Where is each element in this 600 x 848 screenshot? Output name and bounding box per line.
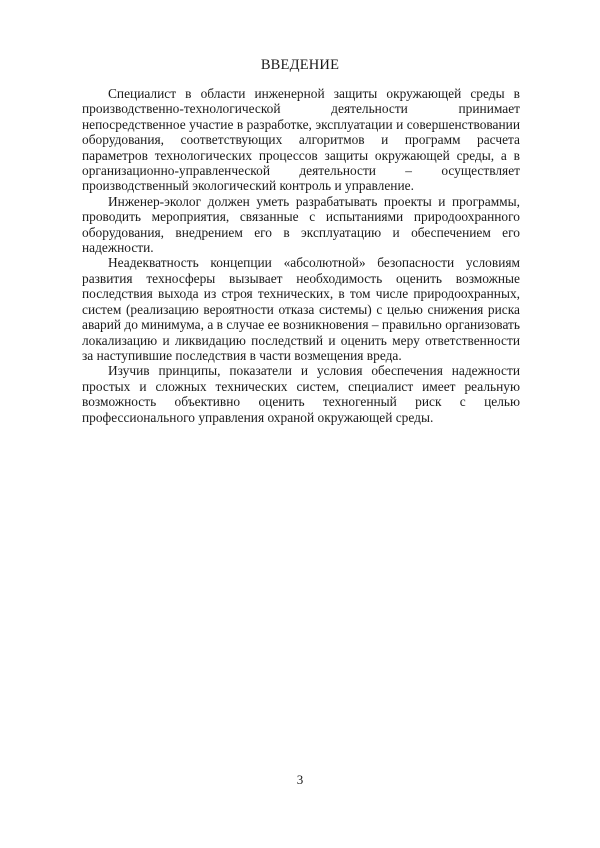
paragraph: Специалист в области инженерной защиты окружающей среды в производственно-технологической деятельности принимает непосредственное участие в разработке, эксплуатации и совершенствовании оборудования, соответствующих алгоритмов и программ расчета параметров технологических процессов защиты окружающей среды, а в организационно-управленческой деятельности – осуществляет производственный экологический контроль и управление. [82, 86, 520, 194]
paragraph: Неадекватность концепции «абсолютной» безопасности условиям развития техносферы вызывает необходимость оценить возможные последствия выхода из строя технических, в том числе природоохранных, систем (реализацию вероятности отказа системы) с целью снижения риска аварий до минимума, а в случае ее возникновения – правильно организовать локализацию и ликвидацию последствий и оценить меру ответственности за наступившие последствия в части возмещения вреда. [82, 255, 520, 363]
body-text [82, 86, 520, 425]
paragraph: Изучив принципы, показатели и условия обеспечения надежности простых и сложных технических систем, специалист имеет реальную возможность объективно оценить техногенный риск с целью профессионального управления охраной окружающей среды. [82, 363, 520, 425]
page-heading: ВВЕДЕНИЕ [260, 57, 340, 73]
page-number: 3 [296, 772, 304, 787]
paragraph: Инженер-эколог должен уметь разрабатывать проекты и программы, проводить мероприятия, связанные с испытаниями природоохранного оборудования, внедрением его в эксплуатацию и обеспечением его надежности. [82, 193, 520, 256]
